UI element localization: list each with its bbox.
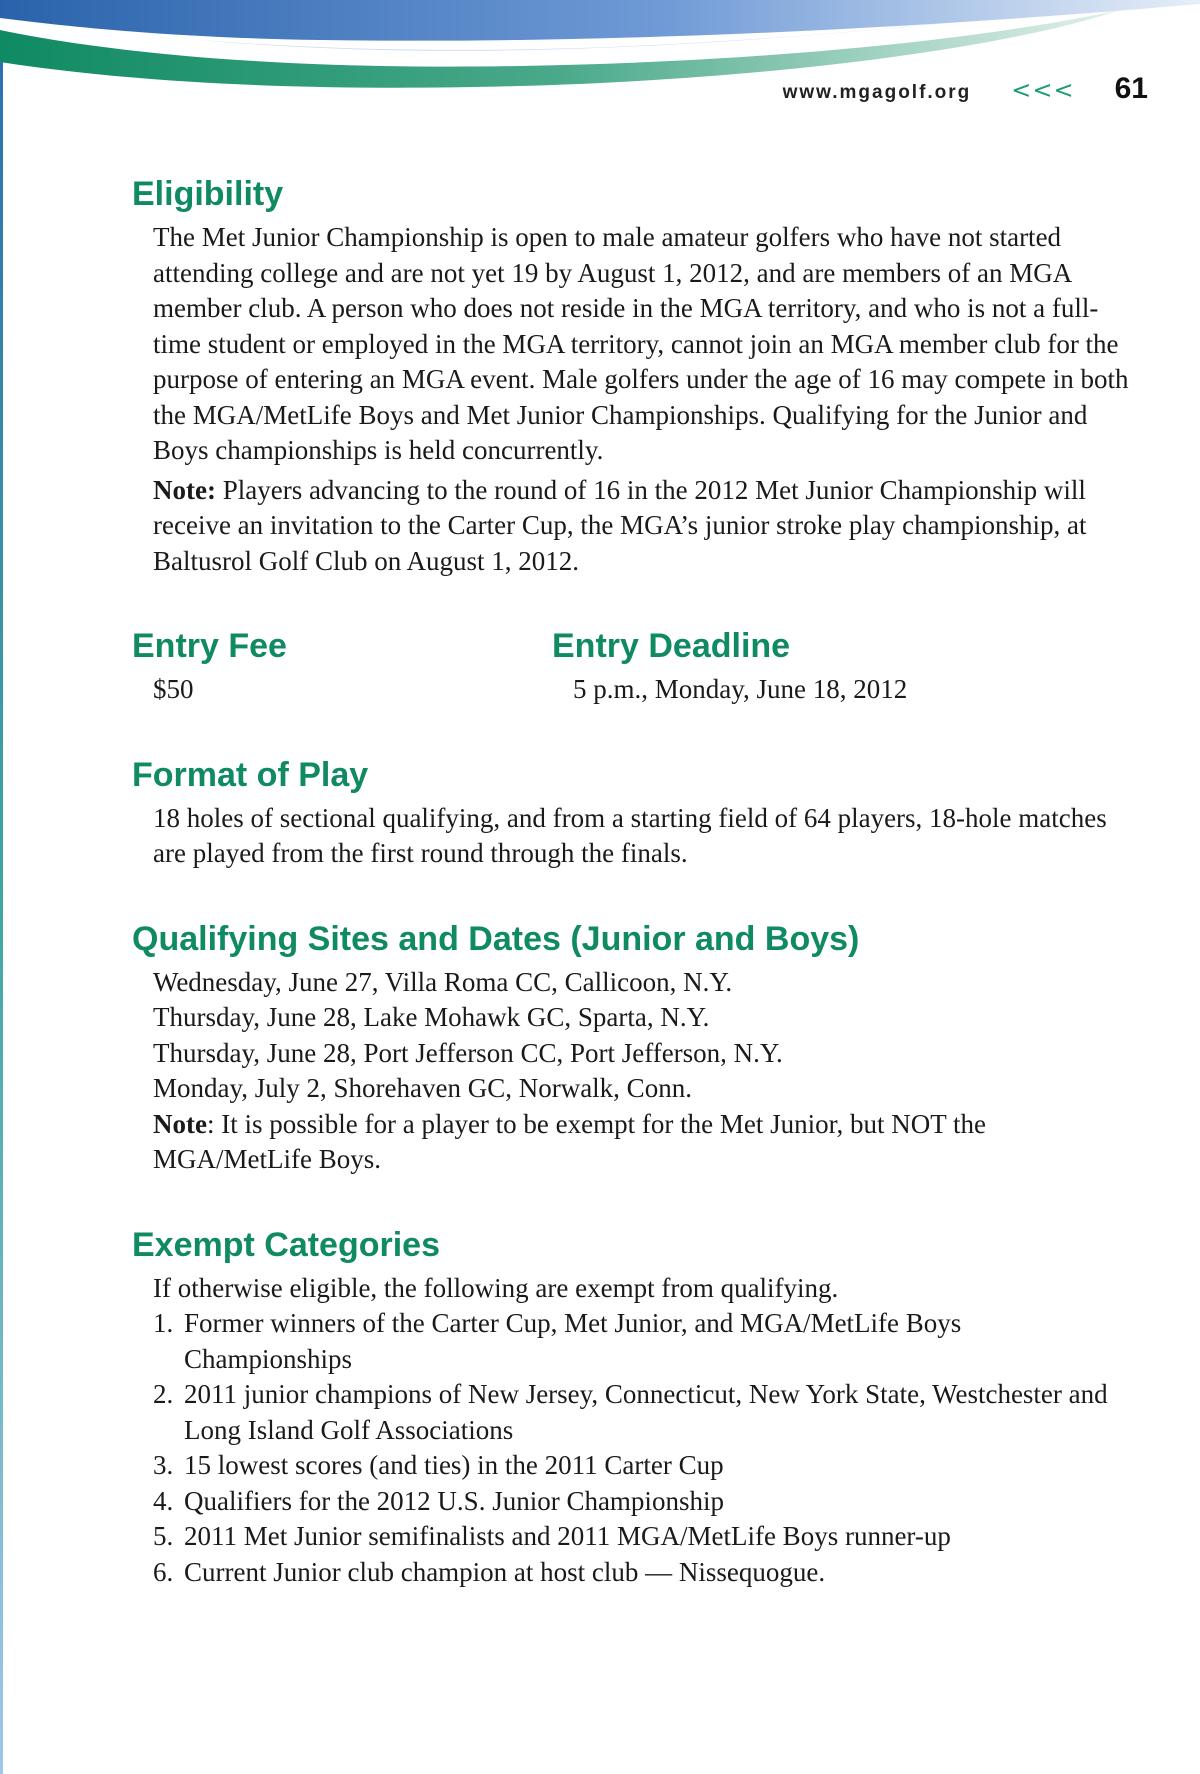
chevrons-decoration: <<<: [1011, 76, 1075, 104]
page-header: [783, 72, 1148, 106]
qualifying-site: Wednesday, June 27, Villa Roma CC, Callicoon, N.Y.: [153, 966, 733, 997]
entry-info: [132, 627, 1132, 708]
exempt-intro: If otherwise eligible, the following are exempt from qualifying.: [153, 1272, 839, 1303]
item-number: 6.: [153, 1556, 174, 1587]
entry-fee-heading: Entry Fee: [132, 627, 287, 666]
entry-deadline-block: [552, 627, 1132, 708]
note-text: : It is possible for a player to be exempt for the Met Junior, but NOT the MGA/MetLife Boys.: [153, 1108, 986, 1175]
website-url[interactable]: www.mgagolf.org: [782, 82, 972, 103]
item-text: 2011 Met Junior semifinalists and 2011 MGA/MetLife Boys runner-up: [184, 1521, 951, 1552]
item-text: Current Junior club champion at host club — Nissequogue.: [184, 1556, 826, 1587]
exempt-heading: Exempt Categories: [132, 1225, 440, 1264]
item-text: Former winners of the Carter Cup, Met Junior, and MGA/MetLife Boys Championships: [184, 1308, 962, 1374]
qualifying-site: Monday, July 2, Shorehaven GC, Norwalk, Conn.: [153, 1073, 692, 1104]
eligibility-heading: Eligibility: [132, 175, 284, 213]
list-item: [153, 1306, 1132, 1377]
format-text: 18 holes of sectional qualifying, and from a starting field of 64 players, 18-hole matches are played from the first round through the finals.: [153, 802, 1107, 869]
main-content: [132, 175, 1132, 1638]
list-item: [153, 1519, 1132, 1555]
item-number: 2.: [153, 1379, 174, 1410]
exempt-section: [132, 1226, 1132, 1591]
qualifying-note: [153, 1107, 1132, 1178]
item-number: 3.: [153, 1450, 174, 1481]
qualifying-site: Thursday, June 28, Port Jefferson CC, Port Jefferson, N.Y.: [153, 1037, 783, 1068]
item-text: 2011 junior champions of New Jersey, Connecticut, New York State, Westchester and Long Island Golf Associations: [184, 1379, 1108, 1445]
item-number: 1.: [153, 1308, 174, 1339]
list-item: [153, 1484, 1132, 1520]
eligibility-section: [132, 175, 1132, 579]
eligibility-paragraph: The Met Junior Championship is open to male amateur golfers who have not started attending college and are not yet 19 by August 1, 2012, and are members of an MGA member club. A person who does not reside in the MGA territory, and who is not a full-time student or employed in the MGA territory, cannot join an MGA member club for the purpose of entering an MGA event. Male golfers under the age of 16 may compete in both the MGA/MetLife Boys and Met Junior Championships. Qualifying for the Junior and Boys championships is held concurrently.: [153, 222, 1129, 466]
format-heading: Format of Play: [132, 755, 369, 794]
list-item: [153, 1377, 1132, 1448]
note-label: Note:: [153, 474, 216, 505]
note-label: Note: [153, 1108, 207, 1139]
qualifying-heading: Qualifying Sites and Dates (Junior and Boys): [132, 919, 860, 958]
entry-deadline-heading: Entry Deadline: [552, 627, 791, 666]
qualifying-site: Thursday, June 28, Lake Mohawk GC, Sparta, N.Y.: [153, 1002, 710, 1033]
entry-fee-block: [132, 627, 552, 708]
qualifying-section: [132, 920, 1132, 1178]
item-number: 5.: [153, 1521, 174, 1552]
item-text: Qualifiers for the 2012 U.S. Junior Championship: [184, 1485, 724, 1516]
format-section: [132, 756, 1132, 872]
left-edge-rule: [0, 40, 3, 1774]
page-number: 61: [1114, 72, 1148, 105]
item-text: 15 lowest scores (and ties) in the 2011 Carter Cup: [184, 1450, 724, 1481]
item-number: 4.: [153, 1485, 174, 1516]
exempt-list: [153, 1306, 1132, 1590]
entry-fee-value: $50: [153, 674, 194, 705]
entry-deadline-value: 5 p.m., Monday, June 18, 2012: [573, 674, 908, 705]
list-item: [153, 1448, 1132, 1484]
eligibility-note: [153, 473, 1132, 580]
note-text: Players advancing to the round of 16 in the 2012 Met Junior Championship will receive an invitation to the Carter Cup, the MGA’s junior stroke play championship, at Baltusrol Golf Club on August 1, 2012.: [153, 474, 1087, 576]
list-item: [153, 1555, 1132, 1591]
